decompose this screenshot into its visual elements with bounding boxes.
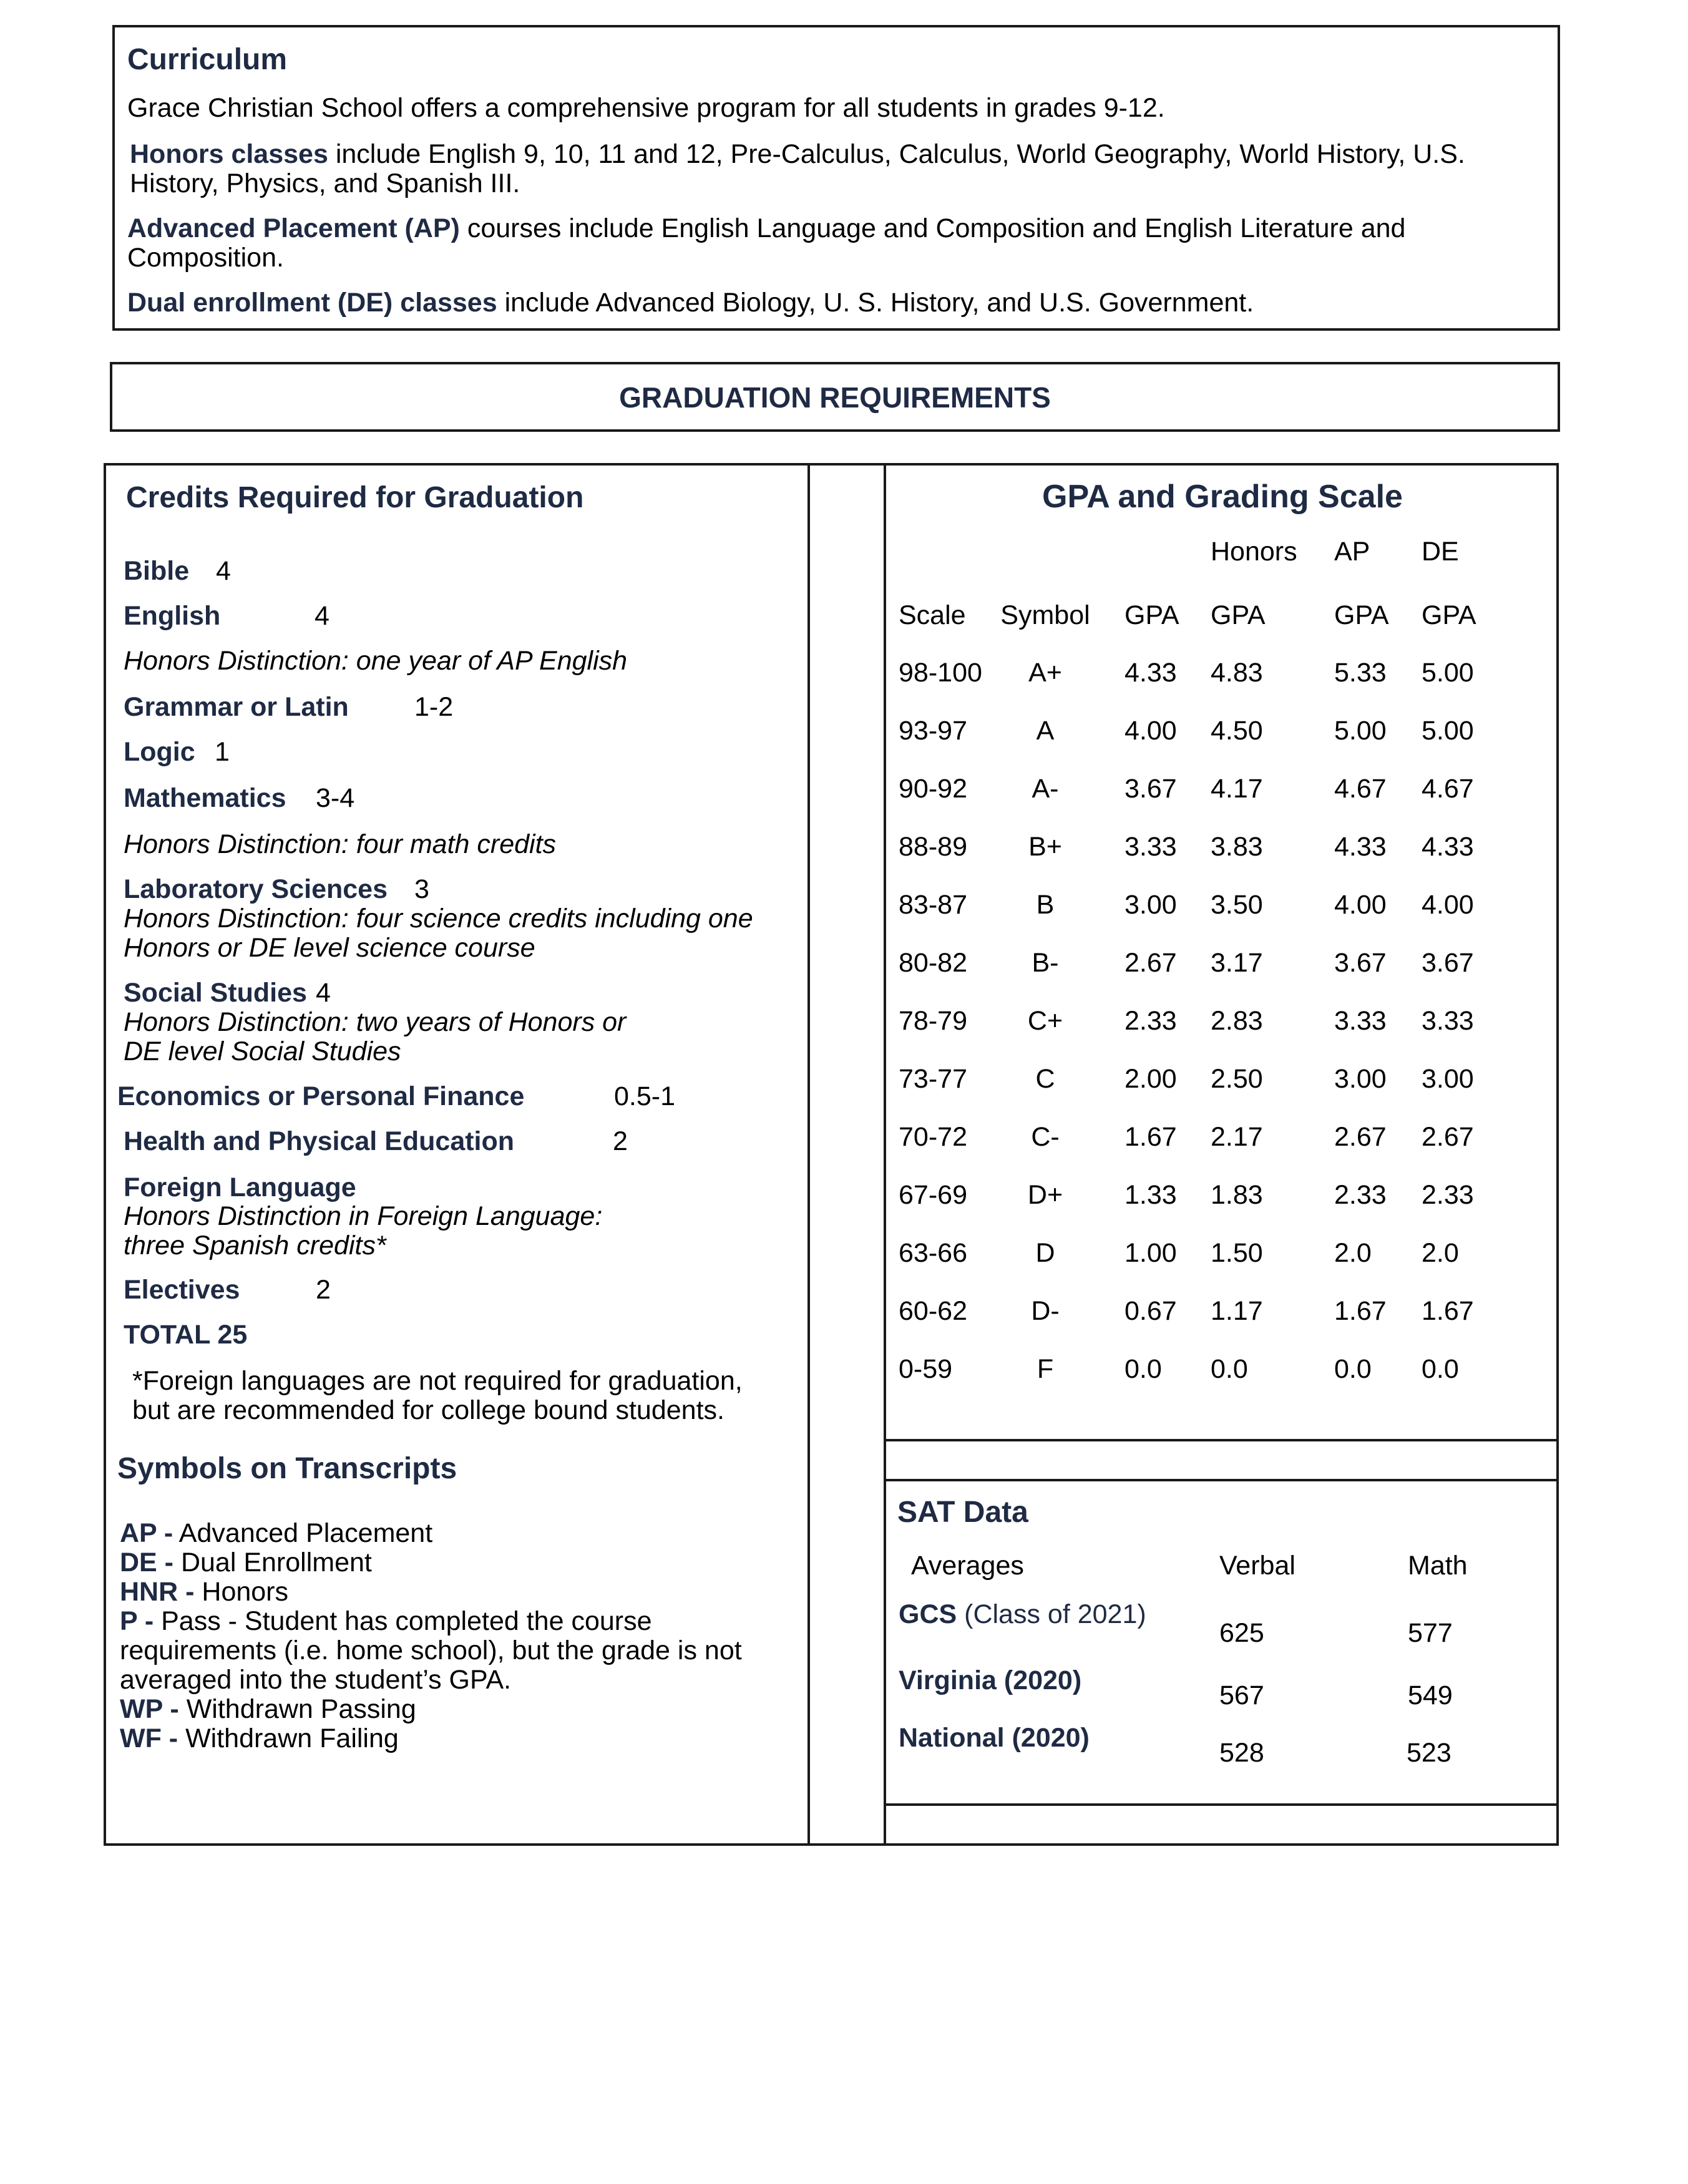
sat-national-verbal: 528 xyxy=(1219,1738,1264,1768)
credit-label: Social Studies xyxy=(124,978,307,1008)
credit-value: 1 xyxy=(215,737,230,767)
gpa-cell: 3.33 xyxy=(1422,1006,1474,1036)
curriculum-box xyxy=(112,25,1560,331)
gpa-cell: F xyxy=(1037,1354,1054,1384)
gpa-cell: 3.67 xyxy=(1422,948,1474,978)
gpa-cell: 1.00 xyxy=(1125,1238,1177,1268)
gpa-column-header: Symbol xyxy=(1000,600,1090,630)
gpa-cell: 4.33 xyxy=(1125,658,1177,688)
gpa-cell: 3.67 xyxy=(1125,774,1177,804)
gpa-cell: 4.50 xyxy=(1211,716,1263,746)
credit-value: 2 xyxy=(613,1126,628,1156)
symbol-desc: Honors xyxy=(194,1577,289,1607)
credit-electives xyxy=(124,1275,240,1305)
gpa-cell: C+ xyxy=(1027,1006,1063,1036)
gpa-cell: 2.83 xyxy=(1211,1006,1263,1036)
sat-virginia-verbal: 567 xyxy=(1219,1680,1264,1710)
gpa-cell: 4.67 xyxy=(1422,774,1474,804)
gpa-cell: 0.0 xyxy=(1211,1354,1248,1384)
foreign-note xyxy=(124,1202,602,1260)
sat-national-label: National (2020) xyxy=(899,1723,1090,1753)
gpa-cell: A xyxy=(1036,716,1055,746)
gpa-cell: 1.83 xyxy=(1211,1180,1263,1210)
symbol-desc: requirements (i.e. home school), but the grade is not xyxy=(120,1636,742,1665)
credit-label: Health and Physical Education xyxy=(124,1126,515,1156)
gpa-cell: 4.00 xyxy=(1334,890,1387,920)
gpa-cell: 4.17 xyxy=(1211,774,1263,804)
credit-econ xyxy=(117,1082,524,1111)
credit-grammar xyxy=(124,693,349,722)
social-note-line: DE level Social Studies xyxy=(124,1036,401,1066)
gpa-cell: 2.0 xyxy=(1422,1238,1459,1268)
gpa-cell: B+ xyxy=(1028,832,1062,862)
sat-averages-header: Averages xyxy=(911,1551,1024,1581)
gpa-cell: 1.50 xyxy=(1211,1238,1263,1268)
gpa-cell: 2.33 xyxy=(1422,1180,1474,1210)
symbol-code: AP - xyxy=(120,1518,173,1548)
gpa-cell: 3.17 xyxy=(1211,948,1263,978)
graduation-header-box xyxy=(110,362,1560,432)
credit-label: Grammar or Latin xyxy=(124,692,349,722)
symbol-desc: averaged into the student’s GPA. xyxy=(120,1665,512,1695)
sat-gcs-math: 577 xyxy=(1408,1618,1453,1648)
credit-value: 2 xyxy=(316,1275,331,1305)
gpa-cell: 1.67 xyxy=(1125,1122,1177,1152)
credit-total: TOTAL 25 xyxy=(124,1320,248,1350)
gpa-cell: 5.33 xyxy=(1334,658,1387,688)
gpa-column-header: GPA xyxy=(1211,600,1266,630)
gpa-cell: 98-100 xyxy=(899,658,982,688)
sat-bottom-line xyxy=(884,1803,1559,1806)
gpa-column-header: GPA xyxy=(1334,600,1389,630)
gpa-cell: 4.83 xyxy=(1211,658,1263,688)
gpa-cell: A+ xyxy=(1028,658,1062,688)
lab-note xyxy=(124,904,753,963)
left-column-divider xyxy=(807,463,810,1846)
math-note: Honors Distinction: four math credits xyxy=(124,829,557,859)
gpa-cell: 5.00 xyxy=(1334,716,1387,746)
symbol-code: DE - xyxy=(120,1548,173,1577)
lab-note-line: Honors Distinction: four science credits including one xyxy=(124,904,753,934)
gpa-cell: 3.83 xyxy=(1211,832,1263,862)
de-text: include Advanced Biology, U. S. History, and U.S. Government. xyxy=(497,288,1254,318)
credit-label: English xyxy=(124,601,221,631)
sat-title: SAT Data xyxy=(897,1496,1028,1529)
gpa-cell: 2.67 xyxy=(1125,948,1177,978)
symbol-desc: Dual Enrollment xyxy=(173,1548,372,1577)
gpa-cell: 5.00 xyxy=(1422,716,1474,746)
symbol-code: WP - xyxy=(120,1694,179,1724)
sat-virginia-label: Virginia (2020) xyxy=(899,1665,1082,1695)
credit-health xyxy=(124,1127,514,1156)
curriculum-intro: Grace Christian School offers a comprehensive program for all students in grades 9-12. xyxy=(127,93,1165,123)
gpa-column-header: GPA xyxy=(1422,600,1476,630)
credit-label: Logic xyxy=(124,737,195,767)
symbols-list xyxy=(120,1519,742,1753)
credit-foreign xyxy=(124,1173,356,1202)
gpa-column-header: Scale xyxy=(899,600,966,630)
credit-social xyxy=(124,978,307,1008)
gpa-cell: 3.00 xyxy=(1422,1064,1474,1094)
gpa-cell: 93-97 xyxy=(899,716,967,746)
curriculum-honors xyxy=(130,140,1465,198)
gpa-cell: 1.17 xyxy=(1211,1296,1263,1326)
sat-row-label: GCS xyxy=(899,1599,957,1629)
credit-value: 4 xyxy=(216,556,231,586)
symbol-desc: Advanced Placement xyxy=(173,1518,433,1548)
gpa-cell: 2.33 xyxy=(1334,1180,1387,1210)
gpa-cell: 4.00 xyxy=(1125,716,1177,746)
symbol-desc: Withdrawn Failing xyxy=(178,1723,399,1753)
ap-text-2: Composition. xyxy=(127,243,284,273)
credit-label: Mathematics xyxy=(124,783,286,813)
gpa-cell: 3.33 xyxy=(1334,1006,1387,1036)
gpa-cell: 78-79 xyxy=(899,1006,967,1036)
gpa-cell: 2.0 xyxy=(1334,1238,1372,1268)
credit-label: Bible xyxy=(124,556,190,586)
credit-logic xyxy=(124,738,195,767)
right-column-divider xyxy=(884,463,886,1846)
lab-note-line: Honors or DE level science course xyxy=(124,933,535,963)
credit-value: 4 xyxy=(315,601,329,631)
gpa-cell: 2.33 xyxy=(1125,1006,1177,1036)
gpa-column-header: GPA xyxy=(1125,600,1179,630)
honors-text-1: include English 9, 10, 11 and 12, Pre-Calculus, Calculus, World Geography, World History, U.S. xyxy=(328,139,1465,169)
gpa-header-top: Honors xyxy=(1211,537,1297,567)
gpa-cell: 2.67 xyxy=(1422,1122,1474,1152)
gpa-cell: 3.50 xyxy=(1211,890,1263,920)
credit-label: Electives xyxy=(124,1275,240,1305)
gpa-cell: 1.67 xyxy=(1334,1296,1387,1326)
gpa-cell: 4.00 xyxy=(1422,890,1474,920)
gpa-cell: 4.33 xyxy=(1334,832,1387,862)
gpa-title: GPA and Grading Scale xyxy=(1042,479,1403,515)
credit-english xyxy=(124,602,220,631)
gpa-cell: 3.67 xyxy=(1334,948,1387,978)
gpa-cell: 1.33 xyxy=(1125,1180,1177,1210)
foreign-note-line: Honors Distinction in Foreign Language: xyxy=(124,1201,603,1231)
gpa-cell: A- xyxy=(1032,774,1059,804)
gpa-cell: 4.33 xyxy=(1422,832,1474,862)
credit-value: 1-2 xyxy=(414,692,454,722)
gpa-cell: 2.17 xyxy=(1211,1122,1263,1152)
symbols-title: Symbols on Transcripts xyxy=(117,1452,457,1485)
gpa-cell: 2.50 xyxy=(1211,1064,1263,1094)
ap-label: Advanced Placement (AP) xyxy=(127,213,460,243)
footnote-line: *Foreign languages are not required for graduation, xyxy=(132,1366,743,1396)
graduation-title: GRADUATION REQUIREMENTS xyxy=(619,381,1051,414)
gpa-cell: 0.0 xyxy=(1125,1354,1162,1384)
gpa-cell: D- xyxy=(1031,1296,1060,1326)
credit-label: Laboratory Sciences xyxy=(124,874,388,904)
credit-label: Economics or Personal Finance xyxy=(117,1081,525,1111)
gpa-cell: 90-92 xyxy=(899,774,967,804)
sat-virginia-math: 549 xyxy=(1408,1680,1453,1710)
gpa-header-top: DE xyxy=(1422,537,1459,567)
sat-top-line xyxy=(884,1479,1559,1481)
symbol-code: WF - xyxy=(120,1723,178,1753)
sat-verbal-header: Verbal xyxy=(1219,1551,1295,1581)
symbol-desc: Pass - Student has completed the course xyxy=(154,1606,652,1636)
gpa-cell: 2.67 xyxy=(1334,1122,1387,1152)
sat-gcs-verbal: 625 xyxy=(1219,1618,1264,1648)
ap-text-1: courses include English Language and Composition and English Literature and xyxy=(459,213,1406,243)
gpa-cell: 67-69 xyxy=(899,1180,967,1210)
gpa-cell: C- xyxy=(1031,1122,1060,1152)
foreign-footnote xyxy=(132,1367,743,1425)
footnote-line: but are recommended for college bound students. xyxy=(132,1395,724,1425)
gpa-cell: 2.00 xyxy=(1125,1064,1177,1094)
gpa-header-top: AP xyxy=(1334,537,1370,567)
gpa-cell: D+ xyxy=(1027,1180,1063,1210)
credit-value: 3-4 xyxy=(316,783,355,813)
gpa-cell: 88-89 xyxy=(899,832,967,862)
symbol-code: P - xyxy=(120,1606,154,1636)
credit-label: Foreign Language xyxy=(124,1172,356,1202)
gpa-cell: B- xyxy=(1032,948,1059,978)
gpa-cell: 73-77 xyxy=(899,1064,967,1094)
social-note xyxy=(124,1008,626,1066)
gpa-cell: C xyxy=(1035,1064,1055,1094)
sat-math-header: Math xyxy=(1408,1551,1468,1581)
social-note-line: Honors Distinction: two years of Honors or xyxy=(124,1007,627,1037)
curriculum-ap xyxy=(127,214,1405,273)
symbol-code: HNR - xyxy=(120,1577,195,1607)
gpa-cell: 5.00 xyxy=(1422,658,1474,688)
gpa-bottom-line xyxy=(884,1439,1559,1441)
gpa-cell: 70-72 xyxy=(899,1122,967,1152)
credit-lab xyxy=(124,875,388,904)
gpa-cell: 83-87 xyxy=(899,890,967,920)
gpa-cell: 4.67 xyxy=(1334,774,1387,804)
sat-national-math: 523 xyxy=(1407,1738,1451,1768)
gpa-cell: D xyxy=(1035,1238,1055,1268)
gpa-cell: 63-66 xyxy=(899,1238,967,1268)
gpa-cell: 0.0 xyxy=(1422,1354,1459,1384)
honors-text-2: History, Physics, and Spanish III. xyxy=(130,168,520,198)
gpa-cell: B xyxy=(1036,890,1055,920)
gpa-cell: 3.00 xyxy=(1125,890,1177,920)
credit-value: 0.5-1 xyxy=(614,1081,676,1111)
foreign-note-line: three Spanish credits* xyxy=(124,1231,386,1260)
curriculum-de xyxy=(127,288,1254,318)
credits-title: Credits Required for Graduation xyxy=(126,481,584,514)
gpa-cell: 80-82 xyxy=(899,948,967,978)
gpa-cell: 60-62 xyxy=(899,1296,967,1326)
sat-row-sublabel: (Class of 2021) xyxy=(957,1599,1146,1629)
credit-value: 3 xyxy=(414,874,429,904)
de-label: Dual enrollment (DE) classes xyxy=(127,288,497,318)
curriculum-title: Curriculum xyxy=(127,43,288,76)
credit-math xyxy=(124,784,286,813)
gpa-cell: 1.67 xyxy=(1422,1296,1474,1326)
gpa-cell: 3.33 xyxy=(1125,832,1177,862)
symbol-desc: Withdrawn Passing xyxy=(178,1694,416,1724)
gpa-cell: 3.00 xyxy=(1334,1064,1387,1094)
gpa-cell: 0-59 xyxy=(899,1354,953,1384)
credit-bible xyxy=(124,557,189,586)
credit-value: 4 xyxy=(316,978,331,1008)
sat-gcs-label xyxy=(899,1600,1146,1629)
english-note: Honors Distinction: one year of AP English xyxy=(124,646,628,676)
honors-label: Honors classes xyxy=(130,139,328,169)
gpa-cell: 0.0 xyxy=(1334,1354,1372,1384)
gpa-cell: 0.67 xyxy=(1125,1296,1177,1326)
